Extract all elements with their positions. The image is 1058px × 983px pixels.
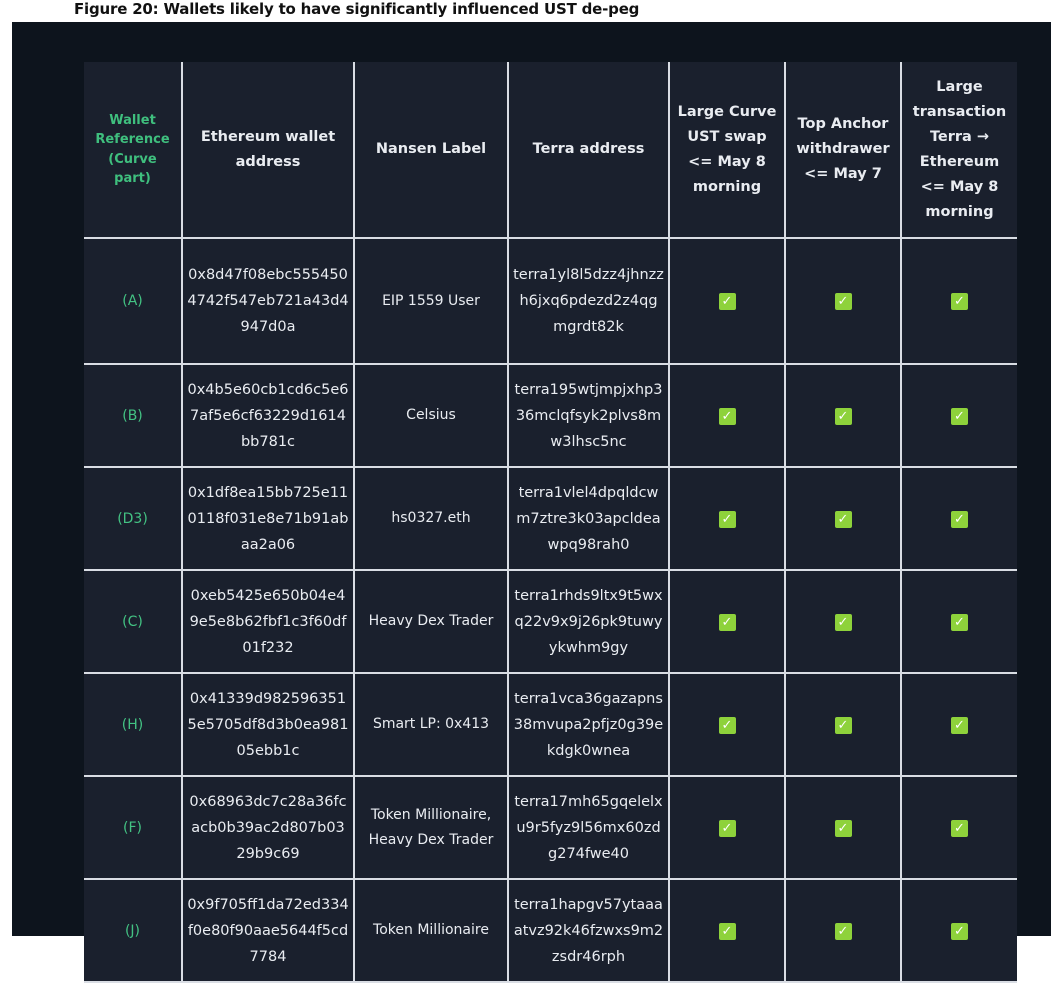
col-header-terra-address: Terra address bbox=[508, 62, 669, 238]
terra-ethereum-check-icon: ✓ bbox=[951, 511, 968, 528]
anchor-withdrawer-check-icon: ✓ bbox=[835, 511, 852, 528]
table-row bbox=[84, 879, 1017, 982]
wallet-reference-cell: (J) bbox=[84, 879, 182, 982]
anchor-withdrawer-check-icon: ✓ bbox=[835, 923, 852, 940]
check-cell bbox=[785, 879, 901, 982]
anchor-withdrawer-check-icon: ✓ bbox=[835, 820, 852, 837]
check-cell bbox=[785, 467, 901, 570]
table-row bbox=[84, 467, 1017, 570]
check-cell bbox=[901, 238, 1017, 364]
check-cell bbox=[901, 570, 1017, 673]
wallet-reference-cell: (B) bbox=[84, 364, 182, 467]
curve-swap-check-icon: ✓ bbox=[719, 293, 736, 310]
terra-ethereum-check-icon: ✓ bbox=[951, 923, 968, 940]
col-header-curve-swap: Large Curve UST swap <= May 8 morning bbox=[669, 62, 785, 238]
curve-swap-check-icon: ✓ bbox=[719, 923, 736, 940]
ethereum-address-cell: 0x4b5e60cb1cd6c5e67af5e6cf63229d1614bb781c bbox=[182, 364, 354, 467]
nansen-label-cell: Token Millionaire, Heavy Dex Trader bbox=[354, 776, 508, 879]
table-row bbox=[84, 238, 1017, 364]
curve-swap-check-icon: ✓ bbox=[719, 408, 736, 425]
check-cell bbox=[669, 879, 785, 982]
check-cell bbox=[785, 776, 901, 879]
check-cell bbox=[901, 364, 1017, 467]
table-header-row bbox=[84, 62, 1017, 238]
curve-swap-check-icon: ✓ bbox=[719, 717, 736, 734]
terra-ethereum-check-icon: ✓ bbox=[951, 820, 968, 837]
ethereum-address-cell: 0x68963dc7c28a36fcacb0b39ac2d807b0329b9c69 bbox=[182, 776, 354, 879]
wallet-reference-cell: (D3) bbox=[84, 467, 182, 570]
table-row bbox=[84, 776, 1017, 879]
wallet-reference-cell: (H) bbox=[84, 673, 182, 776]
anchor-withdrawer-check-icon: ✓ bbox=[835, 293, 852, 310]
check-cell bbox=[785, 570, 901, 673]
check-cell bbox=[901, 467, 1017, 570]
check-cell bbox=[669, 467, 785, 570]
ethereum-address-cell: 0x8d47f08ebc5554504742f547eb721a43d4947d0a bbox=[182, 238, 354, 364]
terra-address-cell: terra1vlel4dpqldcwm7ztre3k03apcldeawpq98rah0 bbox=[508, 467, 669, 570]
figure-panel bbox=[12, 22, 1051, 965]
anchor-withdrawer-check-icon: ✓ bbox=[835, 408, 852, 425]
col-header-anchor-withdrawer: Top Anchor withdrawer <= May 7 bbox=[785, 62, 901, 238]
check-cell bbox=[785, 673, 901, 776]
terra-ethereum-check-icon: ✓ bbox=[951, 408, 968, 425]
terra-address-cell: terra17mh65gqelelxu9r5fyz9l56mx60zdg274fwe40 bbox=[508, 776, 669, 879]
check-cell bbox=[785, 238, 901, 364]
check-cell bbox=[785, 364, 901, 467]
curve-swap-check-icon: ✓ bbox=[719, 511, 736, 528]
ethereum-address-cell: 0x1df8ea15bb725e110118f031e8e71b91abaa2a06 bbox=[182, 467, 354, 570]
table-row bbox=[84, 673, 1017, 776]
terra-address-cell: terra1vca36gazapns38mvupa2pfjz0g39ekdgk0wnea bbox=[508, 673, 669, 776]
anchor-withdrawer-check-icon: ✓ bbox=[835, 717, 852, 734]
anchor-withdrawer-check-icon: ✓ bbox=[835, 614, 852, 631]
check-cell bbox=[669, 238, 785, 364]
check-cell bbox=[669, 364, 785, 467]
col-header-ethereum-address: Ethereum wallet address bbox=[182, 62, 354, 238]
terra-ethereum-check-icon: ✓ bbox=[951, 717, 968, 734]
ethereum-address-cell: 0xeb5425e650b04e49e5e8b62fbf1c3f60df01f232 bbox=[182, 570, 354, 673]
figure-title: Figure 20: Wallets likely to have significantly influenced UST de-peg bbox=[74, 0, 640, 18]
ethereum-address-cell: 0x9f705ff1da72ed334f0e80f90aae5644f5cd7784 bbox=[182, 879, 354, 982]
col-header-terra-to-ethereum: Large transaction Terra → Ethereum <= May 8 morning bbox=[901, 62, 1017, 238]
terra-address-cell: terra195wtjmpjxhp336mclqfsyk2plvs8mw3lhsc5nc bbox=[508, 364, 669, 467]
nansen-label-cell: Token Millionaire bbox=[354, 879, 508, 982]
table-row bbox=[84, 570, 1017, 673]
check-cell bbox=[901, 673, 1017, 776]
check-cell bbox=[669, 776, 785, 879]
terra-address-cell: terra1yl8l5dzz4jhnzzh6jxq6pdezd2z4qgmgrdt82k bbox=[508, 238, 669, 364]
terra-ethereum-check-icon: ✓ bbox=[951, 293, 968, 310]
terra-address-cell: terra1rhds9ltx9t5wxq22v9x9j26pk9tuwyykwhm9gy bbox=[508, 570, 669, 673]
nansen-label-cell: hs0327.eth bbox=[354, 467, 508, 570]
terra-address-cell: terra1hapgv57ytaaaatvz92k46fzwxs9m2zsdr46rph bbox=[508, 879, 669, 982]
wallet-reference-cell: (F) bbox=[84, 776, 182, 879]
terra-ethereum-check-icon: ✓ bbox=[951, 614, 968, 631]
check-cell bbox=[901, 776, 1017, 879]
ethereum-address-cell: 0x41339d9825963515e5705df8d3b0ea98105ebb1c bbox=[182, 673, 354, 776]
nansen-label-cell: Smart LP: 0x413 bbox=[354, 673, 508, 776]
col-header-wallet-reference: Wallet Reference (Curve part) bbox=[84, 62, 182, 238]
wallet-reference-cell: (A) bbox=[84, 238, 182, 364]
check-cell bbox=[669, 570, 785, 673]
nansen-label-cell: Celsius bbox=[354, 364, 508, 467]
nansen-label-cell: Heavy Dex Trader bbox=[354, 570, 508, 673]
nansen-label-cell: EIP 1559 User bbox=[354, 238, 508, 364]
col-header-nansen-label: Nansen Label bbox=[354, 62, 508, 238]
table-body bbox=[84, 238, 1017, 982]
table-row bbox=[84, 364, 1017, 467]
wallets-table bbox=[84, 62, 1017, 983]
curve-swap-check-icon: ✓ bbox=[719, 820, 736, 837]
curve-swap-check-icon: ✓ bbox=[719, 614, 736, 631]
check-cell bbox=[901, 879, 1017, 982]
wallet-reference-cell: (C) bbox=[84, 570, 182, 673]
check-cell bbox=[669, 673, 785, 776]
